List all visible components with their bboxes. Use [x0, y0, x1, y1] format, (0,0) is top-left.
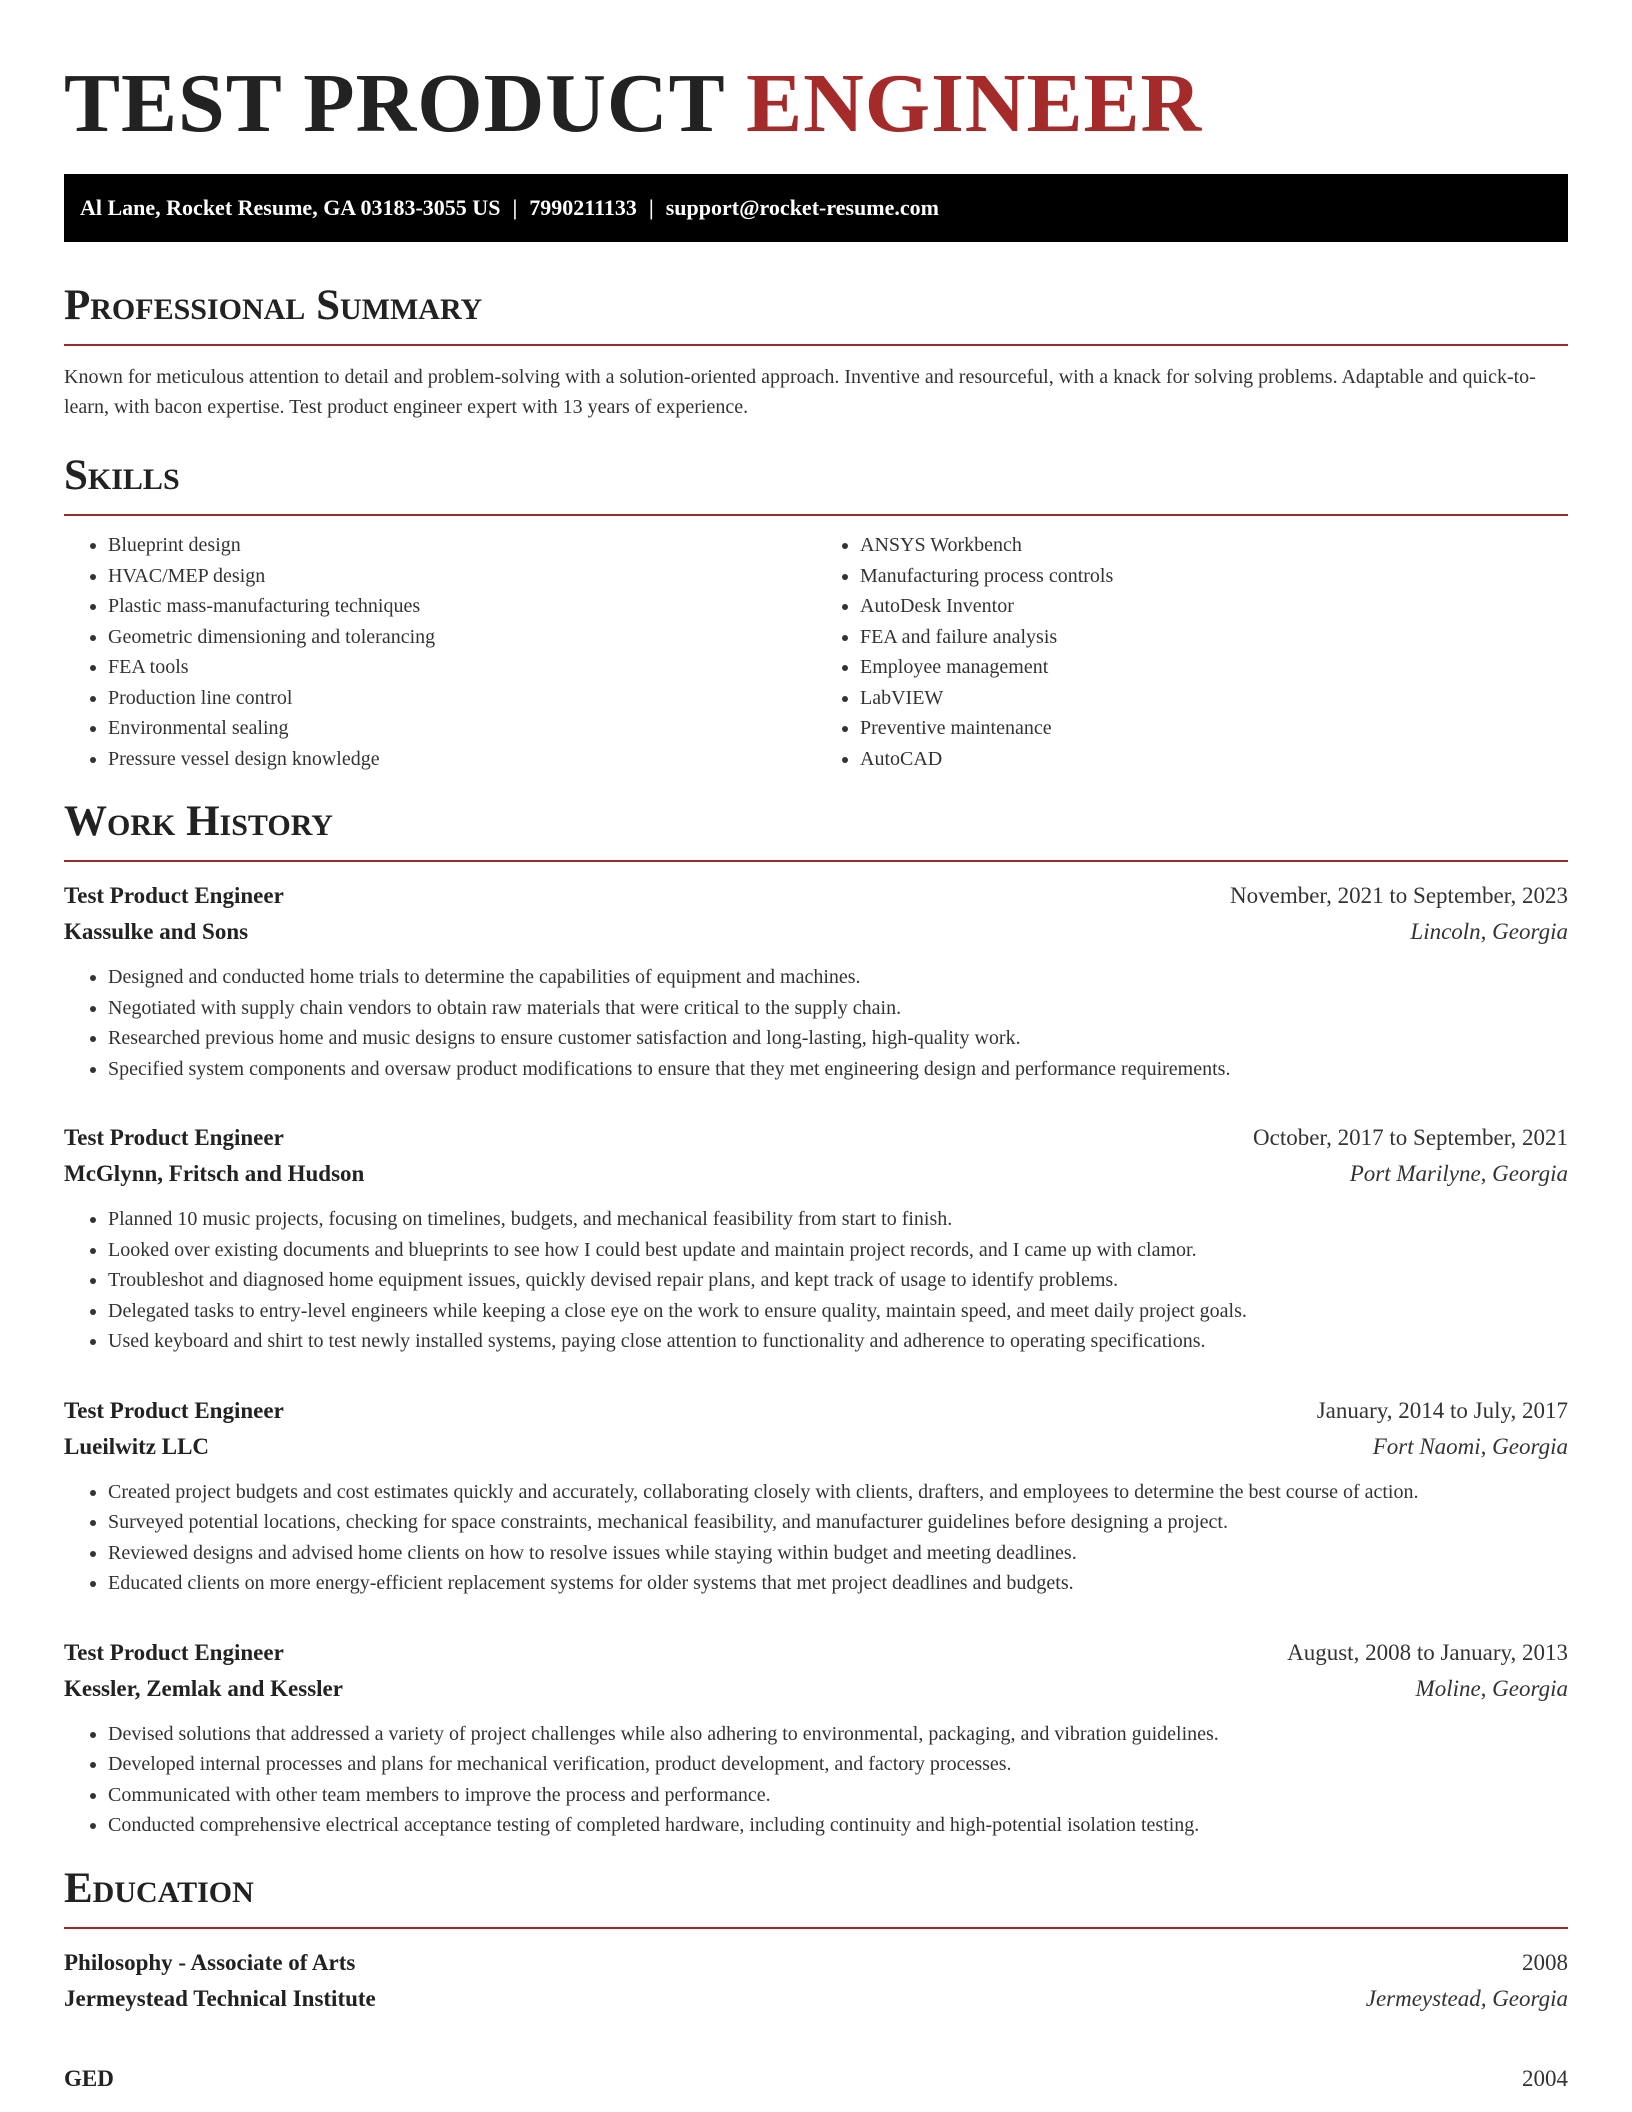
education-year: 2008: [1522, 1949, 1568, 1975]
job-bullet: • Conducted comprehensive electrical acceptance testing of completed hardware, including continuity and high-potential isolation testing.: [108, 1810, 1568, 1841]
skill-item: • LabVIEW: [860, 683, 1568, 714]
education-section: [64, 1863, 1568, 2097]
job-title: Test Product Engineer: [64, 883, 284, 908]
job-bullet: • Developed internal processes and plans for mechanical verification, product development, and factory processes.: [108, 1749, 1568, 1780]
contact-phone[interactable]: 7990211133: [529, 195, 637, 220]
section-heading-summary: Professional Summary: [64, 282, 483, 329]
job-location: Port Marilyne, Georgia: [1349, 1161, 1568, 1186]
job-dates: August, 2008 to January, 2013: [1287, 1639, 1568, 1665]
skill-item: • HVAC/MEP design: [108, 561, 816, 592]
job-location: Fort Naomi, Georgia: [1372, 1433, 1568, 1459]
section-heading-education: Education: [64, 1864, 254, 1912]
section-divider: [64, 860, 1568, 862]
skill-item: • Employee management: [860, 652, 1568, 683]
summary-text: Known for meticulous attention to detail and problem-solving with a solution-oriented approach. Inventive and resourceful, with a knack for solving problems. Adaptable and quick-to-learn, with bacon expertise. Test product engineer expert with 13 years of experience.: [64, 366, 1536, 418]
job-company: Kassulke and Sons: [64, 919, 249, 944]
job-entry: [64, 1635, 1568, 1841]
job-bullet: • Created project budgets and cost estimates quickly and accurately, collaborating closely with clients, drafters, and employees to determine the best course of action.: [108, 1477, 1568, 1508]
skill-item: • AutoDesk Inventor: [860, 591, 1568, 622]
job-bullets: [64, 1477, 1568, 1599]
education-year: 2004: [1522, 2065, 1568, 2091]
job-entry: [64, 1393, 1568, 1599]
job-title: Test Product Engineer: [64, 1397, 284, 1423]
skills-list-right: [816, 530, 1568, 774]
job-bullet: • Educated clients on more energy-efficient replacement systems for older systems that met project deadlines and budgets.: [108, 1568, 1568, 1599]
job-bullet: • Surveyed potential locations, checking for space constraints, mechanical feasibility, and manufacturer guidelines before designing a project.: [108, 1507, 1568, 1538]
job-location: Lincoln, Georgia: [1410, 919, 1568, 944]
job-title: Test Product Engineer: [64, 1125, 284, 1150]
title-main: TEST PRODUCT: [64, 57, 725, 150]
education-school: Jermeystead Technical Institute: [64, 1985, 376, 2011]
skill-item: • Environmental sealing: [108, 713, 816, 744]
section-divider: [64, 344, 1568, 346]
job-bullet: • Negotiated with supply chain vendors to obtain raw materials that were critical to the supply chain.: [108, 993, 1568, 1024]
job-bullets: [64, 1719, 1568, 1841]
job-dates: November, 2021 to September, 2023: [1230, 883, 1568, 908]
job-bullet: • Reviewed designs and advised home clients on how to resolve issues while staying within budget and meeting deadlines.: [108, 1538, 1568, 1569]
skills-list-left: [64, 530, 816, 774]
skill-item: • AutoCAD: [860, 744, 1568, 775]
resume-title: [64, 0, 1568, 150]
job-location: Moline, Georgia: [1415, 1675, 1568, 1701]
contact-email[interactable]: support@rocket-resume.com: [665, 195, 939, 220]
education-degree: GED: [64, 2065, 114, 2091]
job-bullet: • Used keyboard and shirt to test newly installed systems, paying close attention to functionality and adherence to operating specifications.: [108, 1326, 1568, 1357]
education-degree: Philosophy - Associate of Arts: [64, 1949, 356, 1975]
job-bullets: [64, 1204, 1568, 1357]
job-dates: January, 2014 to July, 2017: [1316, 1397, 1568, 1423]
job-bullet: • Planned 10 music projects, focusing on timelines, budgets, and mechanical feasibility from start to finish.: [108, 1204, 1568, 1235]
job-entry: [64, 878, 1568, 1084]
job-bullet: • Specified system components and oversaw product modifications to ensure that they met engineering design and performance requirements.: [108, 1054, 1568, 1085]
job-bullet: • Designed and conducted home trials to determine the capabilities of equipment and machines.: [108, 962, 1568, 993]
education-entry: [64, 2061, 1568, 2097]
skill-item: • Manufacturing process controls: [860, 561, 1568, 592]
job-bullet: • Devised solutions that addressed a variety of project challenges while also adhering to environmental, packaging, and vibration guidelines.: [108, 1719, 1568, 1750]
skill-item: • Pressure vessel design knowledge: [108, 744, 816, 775]
skill-item: • Geometric dimensioning and tolerancing: [108, 622, 816, 653]
section-heading-skills: Skills: [64, 452, 180, 499]
contact-address: Al Lane, Rocket Resume, GA 03183-3055 US: [80, 195, 501, 220]
title-accent: ENGINEER: [746, 57, 1203, 150]
skill-item: • ANSYS Workbench: [860, 530, 1568, 561]
skills-section: [64, 450, 1568, 774]
job-bullet: • Communicated with other team members to improve the process and performance.: [108, 1780, 1568, 1811]
job-bullet: • Delegated tasks to entry-level engineers while keeping a close eye on the work to ensure quality, maintain speed, and meet daily project goals.: [108, 1296, 1568, 1327]
contact-separator: |: [512, 195, 518, 220]
skill-item: • FEA tools: [108, 652, 816, 683]
section-divider: [64, 1927, 1568, 1929]
job-bullets: [64, 962, 1568, 1084]
job-company: Kessler, Zemlak and Kessler: [64, 1675, 343, 1701]
job-title: Test Product Engineer: [64, 1639, 284, 1665]
skill-item: • Production line control: [108, 683, 816, 714]
skill-item: • FEA and failure analysis: [860, 622, 1568, 653]
skill-item: • Blueprint design: [108, 530, 816, 561]
section-heading-work-history: Work History: [64, 798, 333, 845]
skill-item: • Preventive maintenance: [860, 713, 1568, 744]
job-entry: [64, 1120, 1568, 1357]
job-company: McGlynn, Fritsch and Hudson: [64, 1161, 365, 1186]
summary-section: [64, 280, 1568, 422]
job-bullet: • Looked over existing documents and blueprints to see how I could best update and maintain project records, and I came up with clamor.: [108, 1235, 1568, 1266]
work-history-section: [64, 796, 1568, 1841]
contact-bar: [64, 174, 1568, 242]
job-bullet: • Troubleshot and diagnosed home equipment issues, quickly devised repair plans, and kept track of usage to identify problems.: [108, 1265, 1568, 1296]
education-entry: [64, 1945, 1568, 2017]
job-company: Lueilwitz LLC: [64, 1433, 210, 1459]
skill-item: • Plastic mass-manufacturing techniques: [108, 591, 816, 622]
section-divider: [64, 514, 1568, 516]
job-bullet: • Researched previous home and music designs to ensure customer satisfaction and long-lasting, high-quality work.: [108, 1023, 1568, 1054]
education-location: Jermeystead, Georgia: [1365, 1985, 1568, 2011]
contact-separator: |: [648, 195, 654, 220]
skills-grid: [64, 530, 1568, 774]
job-dates: October, 2017 to September, 2021: [1253, 1125, 1568, 1150]
